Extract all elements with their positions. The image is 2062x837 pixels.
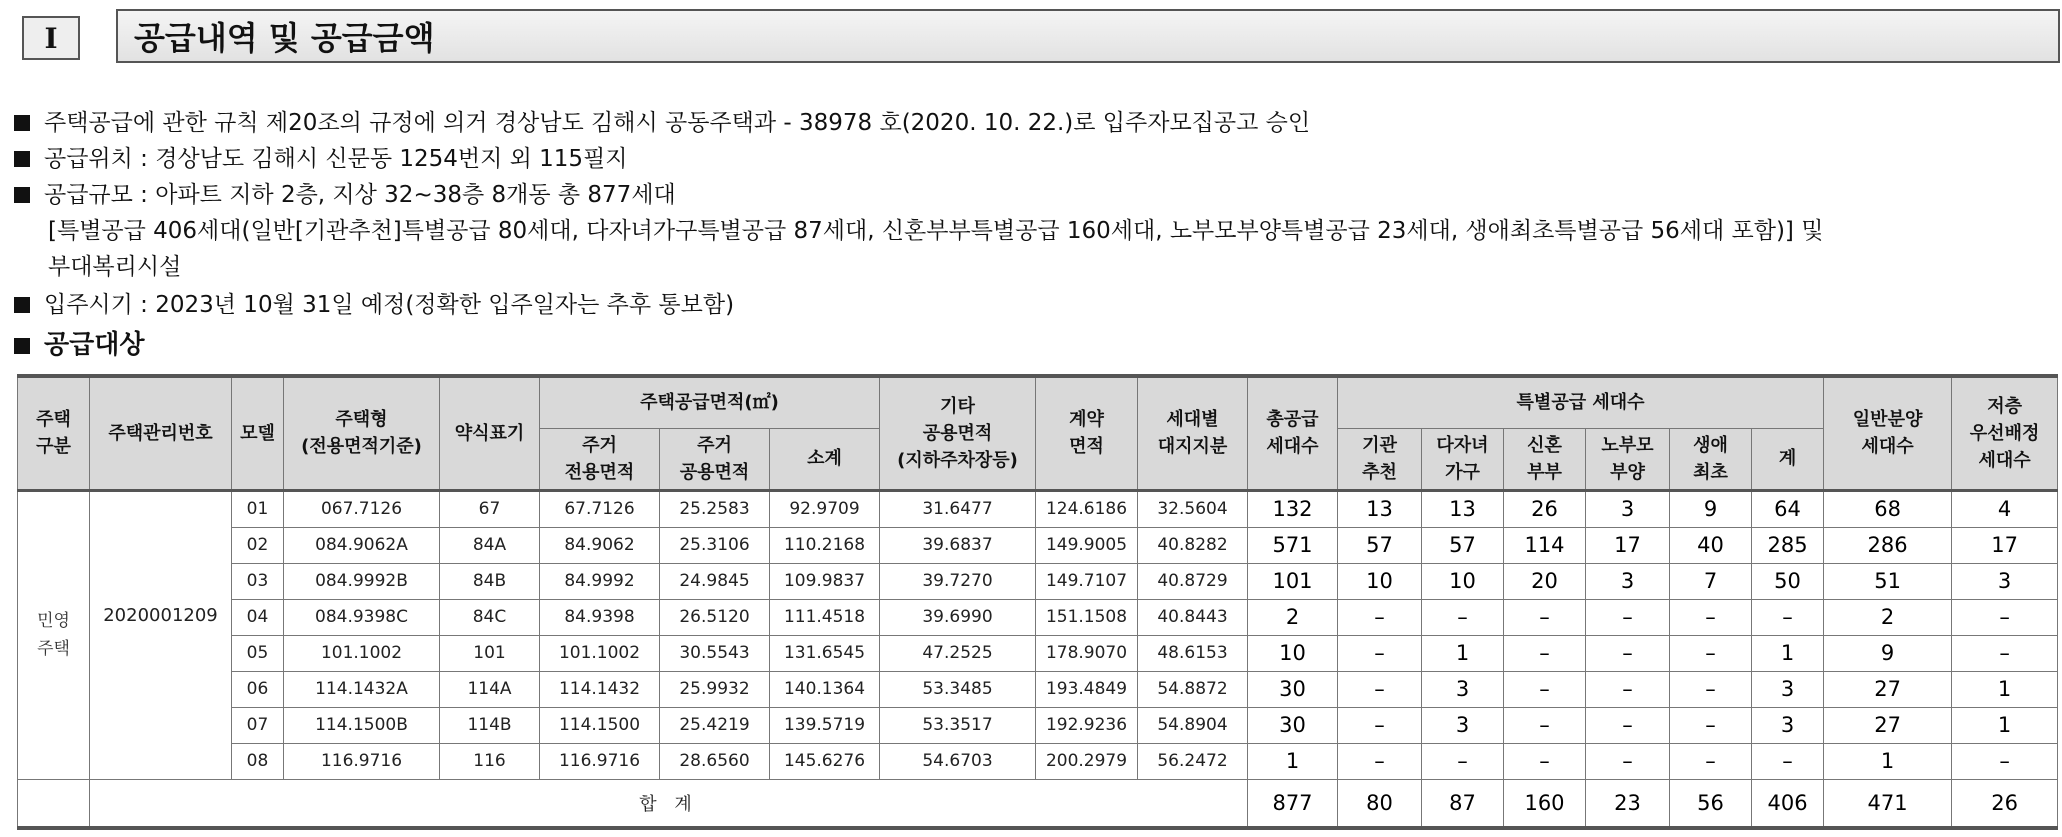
total-newlywed: 160 (1504, 779, 1586, 828)
cell-subtotal: 131.6545 (770, 635, 880, 671)
scale-detail-line-2: 부대복리시설 (48, 254, 182, 280)
cell-special-sum: 285 (1752, 527, 1824, 563)
header-abbr: 약식표기 (440, 376, 540, 490)
table-row (18, 527, 2058, 563)
total-label: 합 계 (90, 779, 1248, 828)
cell-model: 07 (232, 707, 284, 743)
cell-other-common: 53.3517 (880, 707, 1036, 743)
total-total-supply: 877 (1248, 779, 1338, 828)
supply-target-heading: 공급대상 (44, 330, 145, 360)
cell-low-floor: 3 (1952, 563, 2058, 599)
bullet-location-text: 공급위치 : 경상남도 김해시 신문동 1254번지 외 115필지 (44, 146, 628, 172)
cell-newlywed: – (1504, 671, 1586, 707)
cell-exclusive: 116.9716 (540, 743, 660, 779)
cell-newlywed: – (1504, 635, 1586, 671)
cell-contract: 200.2979 (1036, 743, 1138, 779)
cell-subtotal: 92.9709 (770, 490, 880, 527)
header-total-supply: 총공급 세대수 (1248, 376, 1338, 490)
cell-elderly: – (1586, 707, 1670, 743)
cell-institution: – (1338, 599, 1422, 635)
cell-general: 1 (1824, 743, 1952, 779)
cell-exclusive: 84.9062 (540, 527, 660, 563)
cell-common: 25.9932 (660, 671, 770, 707)
bullet-square-icon (14, 151, 30, 167)
cell-institution: – (1338, 743, 1422, 779)
cell-model: 08 (232, 743, 284, 779)
cell-institution: – (1338, 707, 1422, 743)
cell-abbr: 84B (440, 563, 540, 599)
section-number-box (22, 16, 80, 60)
bullet-location (14, 144, 628, 174)
cell-total-supply: 1 (1248, 743, 1338, 779)
cell-special-sum: 1 (1752, 635, 1824, 671)
cell-exclusive: 84.9398 (540, 599, 660, 635)
cell-other-common: 53.3485 (880, 671, 1036, 707)
cell-total-supply: 571 (1248, 527, 1338, 563)
total-row (18, 779, 2058, 828)
table-row (18, 635, 2058, 671)
cell-exclusive: 67.7126 (540, 490, 660, 527)
header-newlywed: 신혼 부부 (1504, 428, 1586, 490)
cell-common: 28.6560 (660, 743, 770, 779)
cell-other-common: 47.2525 (880, 635, 1036, 671)
cell-first-life: – (1670, 671, 1752, 707)
cell-total-supply: 2 (1248, 599, 1338, 635)
header-general: 일반분양 세대수 (1824, 376, 1952, 490)
cell-house-type: 084.9992B (284, 563, 440, 599)
header-multi-child: 다자녀 가구 (1422, 428, 1504, 490)
bullet-scale (14, 180, 676, 210)
cell-model: 04 (232, 599, 284, 635)
cell-model: 05 (232, 635, 284, 671)
cell-exclusive: 114.1432 (540, 671, 660, 707)
header-mgmt-no: 주택관리번호 (90, 376, 232, 490)
total-elderly: 23 (1586, 779, 1670, 828)
cell-other-common: 39.6837 (880, 527, 1036, 563)
cell-common: 25.4219 (660, 707, 770, 743)
cell-special-sum: – (1752, 599, 1824, 635)
header-institution: 기관 추천 (1338, 428, 1422, 490)
cell-exclusive: 114.1500 (540, 707, 660, 743)
cell-general: 27 (1824, 707, 1952, 743)
cell-multi-child: – (1422, 743, 1504, 779)
cell-other-common: 39.7270 (880, 563, 1036, 599)
cell-elderly: – (1586, 671, 1670, 707)
cell-general: 9 (1824, 635, 1952, 671)
cell-elderly: 3 (1586, 490, 1670, 527)
cell-institution: 57 (1338, 527, 1422, 563)
cell-multi-child: – (1422, 599, 1504, 635)
cell-low-floor: 4 (1952, 490, 2058, 527)
cell-contract: 149.7107 (1036, 563, 1138, 599)
scale-detail-line-1: [특별공급 406세대(일반[기관추천]특별공급 80세대, 다자녀가구특별공급 87세대, 신혼부부특별공급 160세대, 노부모부양특별공급 23세대, 생애최초특별공급 56세대 포함)] 및 (48, 218, 1824, 244)
cell-land-share: 54.8872 (1138, 671, 1248, 707)
header-elderly: 노부모 부양 (1586, 428, 1670, 490)
section-number: I (44, 21, 58, 55)
cell-general: 51 (1824, 563, 1952, 599)
cell-total-supply: 30 (1248, 707, 1338, 743)
cell-low-floor: – (1952, 599, 2058, 635)
bullet-square-icon (14, 297, 30, 313)
cell-abbr: 114A (440, 671, 540, 707)
cell-total-supply: 132 (1248, 490, 1338, 527)
cell-multi-child: 3 (1422, 671, 1504, 707)
cell-elderly: 3 (1586, 563, 1670, 599)
supply-table (17, 374, 2058, 830)
cell-general: 68 (1824, 490, 1952, 527)
cell-general: 2 (1824, 599, 1952, 635)
cell-abbr: 67 (440, 490, 540, 527)
cell-total-supply: 30 (1248, 671, 1338, 707)
header-house-type: 주택형 (전용면적기준) (284, 376, 440, 490)
cell-land-share: 40.8282 (1138, 527, 1248, 563)
header-first-life: 생애 최초 (1670, 428, 1752, 490)
total-institution: 80 (1338, 779, 1422, 828)
bullet-supply-target (14, 330, 144, 360)
bullet-square-icon (14, 187, 30, 203)
cell-abbr: 114B (440, 707, 540, 743)
header-housing-type: 주택 구분 (18, 376, 90, 490)
header-model: 모델 (232, 376, 284, 490)
cell-newlywed: – (1504, 599, 1586, 635)
cell-common: 24.9845 (660, 563, 770, 599)
cell-land-share: 56.2472 (1138, 743, 1248, 779)
cell-newlywed: 114 (1504, 527, 1586, 563)
header-subtotal: 소계 (770, 428, 880, 490)
cell-land-share: 54.8904 (1138, 707, 1248, 743)
cell-subtotal: 109.9837 (770, 563, 880, 599)
total-low-floor: 26 (1952, 779, 2058, 828)
cell-newlywed: 26 (1504, 490, 1586, 527)
cell-contract: 178.9070 (1036, 635, 1138, 671)
header-contract: 계약 면적 (1036, 376, 1138, 490)
cell-subtotal: 140.1364 (770, 671, 880, 707)
section-title-bar (116, 9, 2060, 63)
cell-other-common: 39.6990 (880, 599, 1036, 635)
bullet-square-icon (14, 338, 30, 354)
bullet-scale-text: 공급규모 : 아파트 지하 2층, 지상 32~38층 8개동 총 877세대 (44, 182, 676, 208)
cell-multi-child: 3 (1422, 707, 1504, 743)
header-area-group: 주택공급면적(㎡) (540, 376, 880, 428)
total-special-sum: 406 (1752, 779, 1824, 828)
bullet-move-in (14, 290, 734, 320)
table-row (18, 599, 2058, 635)
cell-newlywed: – (1504, 743, 1586, 779)
cell-first-life: 40 (1670, 527, 1752, 563)
cell-special-sum: 50 (1752, 563, 1824, 599)
mgmt-no-cell: 2020001209 (90, 490, 232, 779)
cell-contract: 151.1508 (1036, 599, 1138, 635)
cell-institution: 10 (1338, 563, 1422, 599)
cell-first-life: – (1670, 599, 1752, 635)
bullet-square-icon (14, 115, 30, 131)
cell-newlywed: 20 (1504, 563, 1586, 599)
cell-model: 03 (232, 563, 284, 599)
cell-house-type: 101.1002 (284, 635, 440, 671)
cell-subtotal: 110.2168 (770, 527, 880, 563)
cell-land-share: 32.5604 (1138, 490, 1248, 527)
bullet-approval (14, 108, 1310, 138)
cell-house-type: 114.1432A (284, 671, 440, 707)
cell-total-supply: 101 (1248, 563, 1338, 599)
cell-land-share: 40.8443 (1138, 599, 1248, 635)
cell-model: 01 (232, 490, 284, 527)
cell-special-sum: – (1752, 743, 1824, 779)
cell-other-common: 54.6703 (880, 743, 1036, 779)
cell-total-supply: 10 (1248, 635, 1338, 671)
cell-house-type: 067.7126 (284, 490, 440, 527)
header-special-group: 특별공급 세대수 (1338, 376, 1824, 428)
cell-other-common: 31.6477 (880, 490, 1036, 527)
header-common: 주거 공용면적 (660, 428, 770, 490)
bullet-approval-text: 주택공급에 관한 규칙 제20조의 규정에 의거 경상남도 김해시 공동주택과 - 38978 호(2020. 10. 22.)로 입주자모집공고 승인 (44, 110, 1311, 136)
cell-general: 286 (1824, 527, 1952, 563)
cell-multi-child: 13 (1422, 490, 1504, 527)
cell-low-floor: – (1952, 635, 2058, 671)
cell-special-sum: 64 (1752, 490, 1824, 527)
cell-first-life: 7 (1670, 563, 1752, 599)
cell-abbr: 84A (440, 527, 540, 563)
cell-abbr: 84C (440, 599, 540, 635)
section-title: 공급내역 및 공급금액 (134, 19, 435, 57)
header-land-share: 세대별 대지지분 (1138, 376, 1248, 490)
total-first-life: 56 (1670, 779, 1752, 828)
cell-special-sum: 3 (1752, 671, 1824, 707)
cell-contract: 192.9236 (1036, 707, 1138, 743)
cell-general: 27 (1824, 671, 1952, 707)
total-general: 471 (1824, 779, 1952, 828)
cell-low-floor: 17 (1952, 527, 2058, 563)
cell-subtotal: 111.4518 (770, 599, 880, 635)
cell-low-floor: 1 (1952, 707, 2058, 743)
cell-contract: 149.9005 (1036, 527, 1138, 563)
cell-house-type: 084.9398C (284, 599, 440, 635)
cell-institution: – (1338, 635, 1422, 671)
cell-multi-child: 10 (1422, 563, 1504, 599)
cell-contract: 193.4849 (1036, 671, 1138, 707)
cell-first-life: 9 (1670, 490, 1752, 527)
header-other-common: 기타 공용면적 (지하주차장등) (880, 376, 1036, 490)
cell-special-sum: 3 (1752, 707, 1824, 743)
bullet-move-in-text: 입주시기 : 2023년 10월 31일 예정(정확한 입주일자는 추후 통보함) (44, 292, 735, 318)
table-row (18, 490, 2058, 527)
cell-abbr: 116 (440, 743, 540, 779)
cell-elderly: – (1586, 599, 1670, 635)
cell-land-share: 40.8729 (1138, 563, 1248, 599)
cell-land-share: 48.6153 (1138, 635, 1248, 671)
table-row (18, 671, 2058, 707)
total-multi-child: 87 (1422, 779, 1504, 828)
cell-newlywed: – (1504, 707, 1586, 743)
header-low-floor: 저층 우선배정 세대수 (1952, 376, 2058, 490)
table-row (18, 707, 2058, 743)
cell-multi-child: 1 (1422, 635, 1504, 671)
cell-multi-child: 57 (1422, 527, 1504, 563)
cell-house-type: 116.9716 (284, 743, 440, 779)
cell-elderly: – (1586, 743, 1670, 779)
cell-common: 25.2583 (660, 490, 770, 527)
cell-common: 26.5120 (660, 599, 770, 635)
cell-common: 25.3106 (660, 527, 770, 563)
header-special-sum: 계 (1752, 428, 1824, 490)
total-row-blank (18, 779, 90, 828)
cell-first-life: – (1670, 635, 1752, 671)
cell-abbr: 101 (440, 635, 540, 671)
cell-subtotal: 145.6276 (770, 743, 880, 779)
cell-contract: 124.6186 (1036, 490, 1138, 527)
cell-elderly: 17 (1586, 527, 1670, 563)
cell-subtotal: 139.5719 (770, 707, 880, 743)
cell-house-type: 114.1500B (284, 707, 440, 743)
cell-first-life: – (1670, 707, 1752, 743)
table-row (18, 743, 2058, 779)
cell-institution: 13 (1338, 490, 1422, 527)
cell-common: 30.5543 (660, 635, 770, 671)
cell-exclusive: 101.1002 (540, 635, 660, 671)
housing-type-cell: 민영 주택 (18, 490, 90, 779)
table-row (18, 563, 2058, 599)
cell-model: 06 (232, 671, 284, 707)
cell-elderly: – (1586, 635, 1670, 671)
cell-house-type: 084.9062A (284, 527, 440, 563)
cell-model: 02 (232, 527, 284, 563)
cell-exclusive: 84.9992 (540, 563, 660, 599)
cell-low-floor: – (1952, 743, 2058, 779)
cell-low-floor: 1 (1952, 671, 2058, 707)
cell-first-life: – (1670, 743, 1752, 779)
header-exclusive: 주거 전용면적 (540, 428, 660, 490)
cell-institution: – (1338, 671, 1422, 707)
